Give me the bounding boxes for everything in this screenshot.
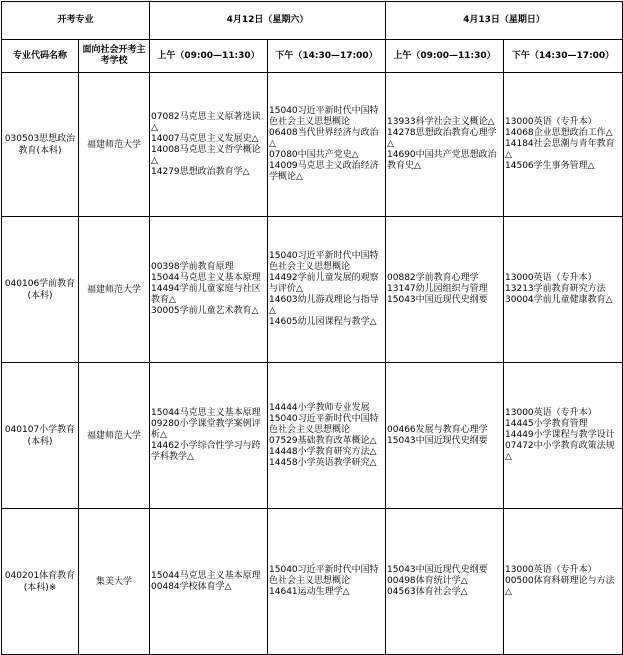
course-item: 07472中小学教育政策法规△: [505, 441, 615, 462]
major-cell: 040201体育教育(本科)※: [2, 509, 79, 655]
course-item: 00498体育统计学△: [387, 576, 468, 586]
course-item: 14462小学综合性学习与跨学科教学△: [151, 441, 261, 462]
day1-afternoon-header: 下午（14:30—17:00）: [268, 40, 386, 73]
course-item: 15040习近平新时代中国特色社会主义思想概论: [269, 565, 379, 586]
course-item: 14068企业思想政治工作△: [505, 128, 613, 138]
course-item: 14008马克思主义哲学概论△: [151, 144, 261, 166]
course-item: 14641运动生理学△: [269, 587, 350, 597]
course-item: 14445小学教育管理: [505, 419, 588, 429]
major-header: 开考专业: [2, 2, 150, 40]
course-item: 15040习近平新时代中国特色社会主义思想概论: [269, 251, 379, 272]
course-item: 15043中国近现代史纲要: [387, 435, 488, 446]
day2-pm-courses: [504, 509, 623, 655]
day1-morning-header: 上午（09:00—11:30）: [150, 40, 268, 73]
day1-am-courses: [150, 73, 268, 217]
course-item: 15044马克思主义基本原理: [151, 273, 261, 283]
course-item: 13213学前教育研究方法: [505, 284, 606, 294]
course-item: 13000英语（专升本）: [505, 117, 597, 127]
day1-pm-courses: [268, 217, 386, 363]
course-item: 13147幼儿园组织与管理: [387, 284, 488, 294]
course-item: 00882学前教育心理学: [387, 273, 479, 283]
school-cell: 福建师范大学: [79, 217, 150, 363]
day1-am-courses: [150, 363, 268, 509]
day1-am-courses: [150, 217, 268, 363]
header-row-1: [2, 2, 623, 40]
course-item: 14278思想政治教育心理学△: [387, 128, 497, 149]
course-item: 15044马克思主义基本原理: [151, 570, 261, 581]
course-item: 07080中国共产党史△: [269, 150, 359, 160]
course-item: 14449小学课程与教学设计: [505, 430, 615, 440]
course-item: 15044马克思主义基本原理: [151, 408, 261, 418]
course-item: 15043中国近现代史纲要: [387, 565, 488, 575]
day2-pm-courses: [504, 363, 623, 509]
day2-pm-courses: [504, 73, 623, 217]
course-item: 14448小学教育研究方法△: [269, 446, 377, 457]
day2-am-courses: [386, 217, 504, 363]
day1-pm-courses: [268, 363, 386, 509]
course-item: 13000英语（专升本）: [505, 408, 597, 418]
course-item: 13933科学社会主义概论△: [387, 117, 495, 127]
day2-afternoon-header: 下午（14:30—17:00）: [504, 40, 623, 73]
school-header: 面向社会开考主考学校: [79, 40, 150, 73]
table-row: [2, 363, 623, 509]
course-item: 07082马克思主义原著选读△: [151, 111, 261, 133]
course-item: 14603幼儿游戏理论与指导△: [269, 295, 379, 316]
course-item: 14279思想政治教育学△: [151, 166, 250, 177]
course-item: 14690中国共产党思想政治教育史△: [387, 150, 497, 171]
day1-header: 4月12日（星期六）: [150, 2, 386, 40]
course-item: 30004学前儿童健康教育△: [505, 295, 613, 305]
course-item: 14605幼儿园课程与教学△: [269, 317, 377, 327]
day2-am-courses: [386, 73, 504, 217]
course-item: 14492学前儿童发展的观察与评价△: [269, 273, 379, 294]
course-item: 09280小学课堂教学案例评析△: [151, 419, 261, 440]
course-item: 14458小学英语教学研究△: [269, 457, 377, 468]
code-name-header: 专业代码名称: [2, 40, 79, 73]
table-row: [2, 217, 623, 363]
course-item: 15043中国近现代史纲要: [387, 295, 488, 305]
day2-am-courses: [386, 363, 504, 509]
table-row: [2, 509, 623, 655]
table-row: [2, 73, 623, 217]
course-item: 13000英语（专升本）: [505, 273, 597, 283]
major-cell: 040107小学教育(本科): [2, 363, 79, 509]
course-item: 14184社会思潮与青年教育△: [505, 139, 615, 160]
day2-morning-header: 上午（09:00—11:30）: [386, 40, 504, 73]
day1-pm-courses: [268, 73, 386, 217]
day1-am-courses: [150, 509, 268, 655]
course-item: 00466发展与教育心理学: [387, 424, 488, 435]
exam-schedule-table: [1, 1, 623, 655]
course-item: 15040习近平新时代中国特色社会主义思想概论: [269, 106, 379, 127]
course-item: 06408当代世界经济与政治△: [269, 128, 379, 149]
school-cell: 集美大学: [79, 509, 150, 655]
day2-am-courses: [386, 509, 504, 655]
header-row-2: [2, 40, 623, 73]
school-cell: 福建师范大学: [79, 73, 150, 217]
course-item: 00398学前教育原理: [151, 262, 234, 272]
course-item: 30005学前儿童艺术教育△: [151, 306, 259, 316]
major-cell: 040106学前教育(本科): [2, 217, 79, 363]
course-item: 14444小学教师专业发展: [269, 402, 370, 413]
course-item: 07529基础教育改革概论△: [269, 435, 377, 446]
course-item: 00500体育科研理论与方法△: [505, 576, 615, 597]
course-item: 14007马克思主义发展史△: [151, 133, 259, 144]
course-item: 14494学前儿童家庭与社区教育△: [151, 284, 261, 305]
day2-header: 4月13日（星期日）: [386, 2, 623, 40]
course-item: 14506学生事务管理△: [505, 161, 595, 171]
course-item: 04563体育社会学△: [387, 587, 468, 597]
day1-pm-courses: [268, 509, 386, 655]
course-item: 00484学校体育学△: [151, 581, 232, 592]
day2-pm-courses: [504, 217, 623, 363]
school-cell: 福建师范大学: [79, 363, 150, 509]
course-item: 14009马克思主义政治经济学概论△: [269, 161, 379, 182]
course-item: 15040习近平新时代中国特色社会主义思想概论: [269, 413, 379, 435]
course-item: 13000英语（专升本）: [505, 565, 597, 575]
major-cell: 030503思想政治教育(本科): [2, 73, 79, 217]
